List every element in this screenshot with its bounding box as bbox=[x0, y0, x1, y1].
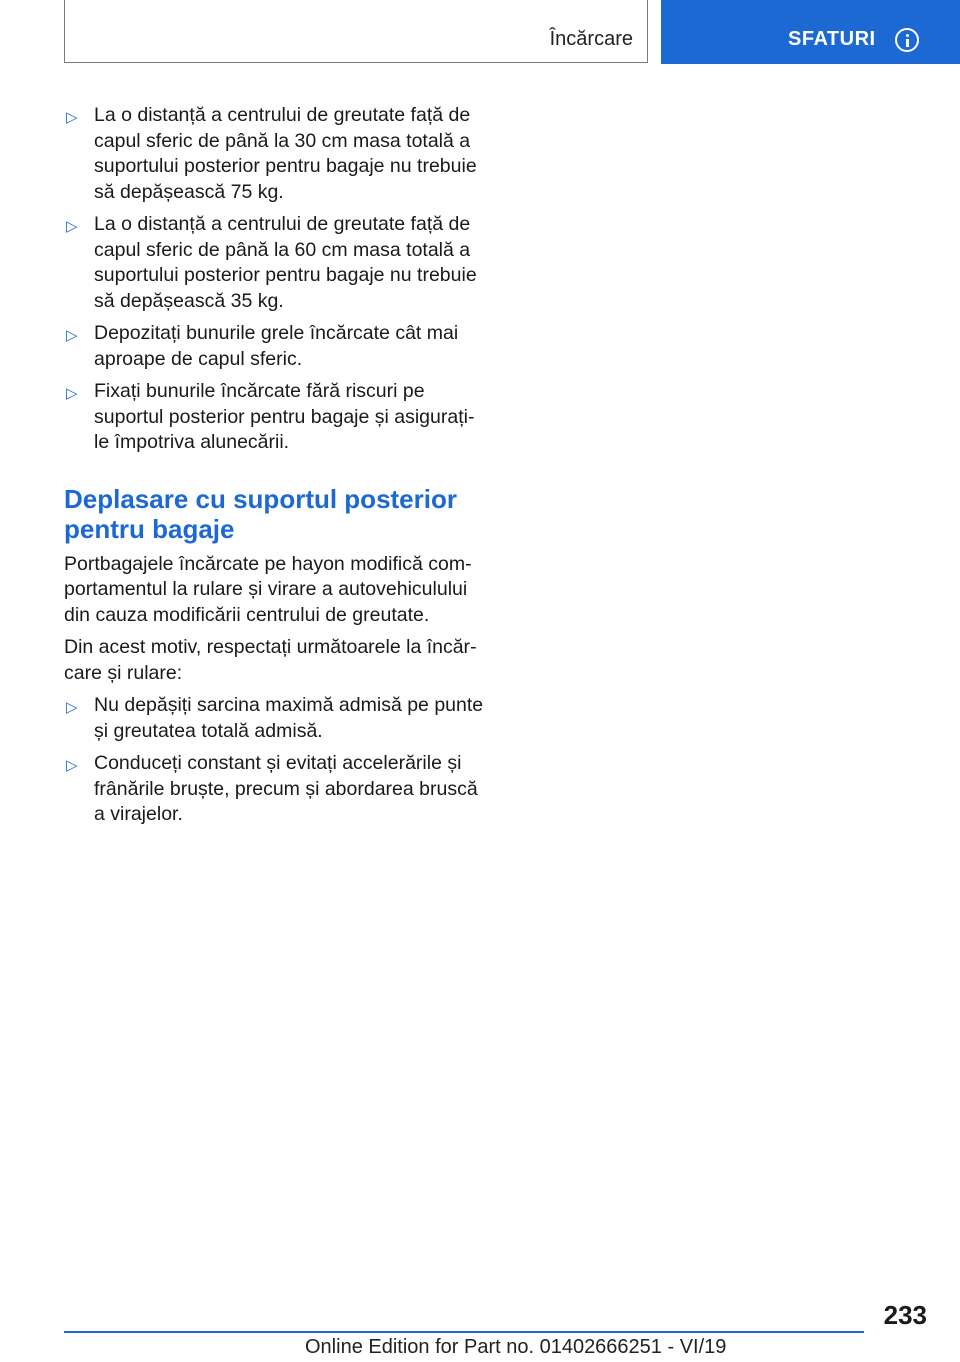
triangle-bullet-icon: ▷ bbox=[66, 327, 78, 344]
section-title: Încărcare bbox=[549, 28, 633, 50]
list-item-text: Nu depășiți sarcina maximă admisă pe punte și greutatea totală admisă. bbox=[94, 694, 484, 742]
list-item bbox=[64, 212, 484, 314]
list-item bbox=[64, 321, 484, 372]
list-item-text: Depozitați bunurile grele încărcate cât mai aproape de capul sferic. bbox=[94, 322, 459, 370]
list-item bbox=[64, 379, 484, 456]
list-item bbox=[64, 751, 484, 828]
footer-edition-text: Online Edition for Part no. 01402666251 - VI/19 bbox=[305, 1336, 727, 1358]
paragraph: Din acest motiv, respectați următoarele la încărcare și rulare: bbox=[64, 636, 477, 684]
section-heading: Deplasare cu suportul posterior pentru bagaje bbox=[64, 483, 457, 544]
triangle-bullet-icon: ▷ bbox=[66, 385, 78, 402]
triangle-bullet-icon: ▷ bbox=[66, 109, 78, 126]
footer-divider bbox=[64, 1331, 864, 1333]
list-item-text: Conduceți constant și evitați accelerările și frânările bruște, precum și abordarea bruscă a virajelor. bbox=[94, 752, 478, 825]
triangle-bullet-icon: ▷ bbox=[66, 757, 78, 774]
list-item bbox=[64, 103, 484, 205]
list-item bbox=[64, 693, 484, 744]
list-item-text: La o distanță a centrului de greutate față de capul sferic de până la 30 cm masa totală a suportului posterior pentru bagaje nu trebuie să depășească 75 kg. bbox=[94, 104, 477, 203]
list-item-text: La o distanță a centrului de greutate față de capul sferic de până la 60 cm masa totală a suportului posterior pentru bagaje nu trebuie să depășească 35 kg. bbox=[94, 213, 477, 312]
header-chapter-tab[interactable] bbox=[661, 0, 960, 64]
info-icon bbox=[895, 28, 919, 52]
triangle-bullet-icon: ▷ bbox=[66, 699, 78, 716]
main-content bbox=[64, 103, 484, 835]
list-item-text: Fixați bunurile încărcate fără riscuri pe suportul posterior pentru bagaje și asigurați-le împotriva alunecării. bbox=[94, 380, 475, 453]
header-section-box bbox=[64, 0, 648, 63]
page-number: 233 bbox=[883, 1300, 927, 1330]
paragraph: Portbagajele încărcate pe hayon modifică comportamentul la rulare și virare a autovehiculului din cauza modificării centrului de greutate. bbox=[64, 552, 472, 626]
chapter-title: SFATURI bbox=[788, 28, 876, 50]
triangle-bullet-icon: ▷ bbox=[66, 218, 78, 235]
